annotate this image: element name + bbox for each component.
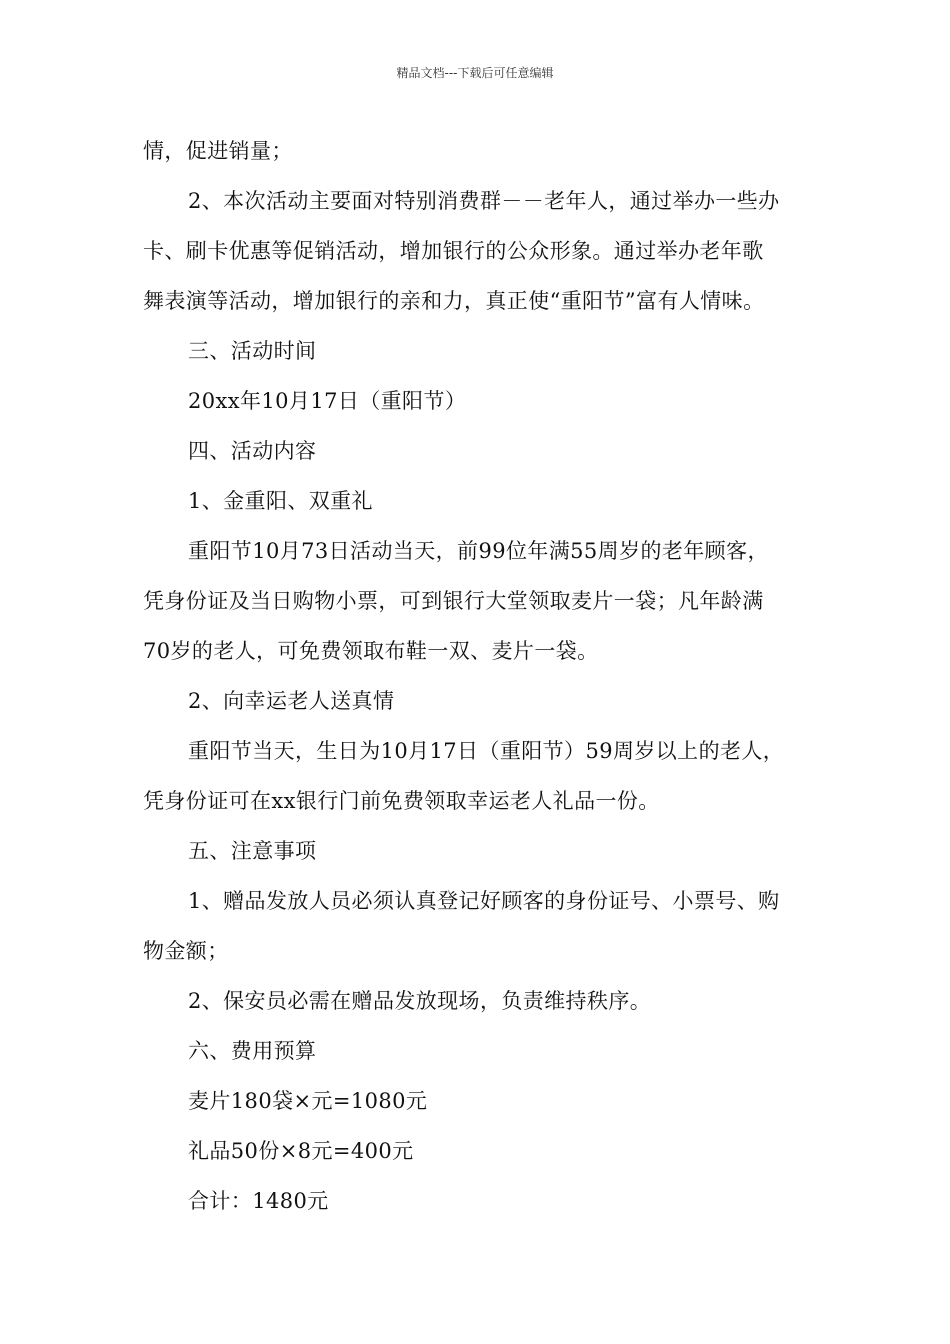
document-body [143, 126, 823, 1226]
body-line: 物金额； [143, 939, 229, 963]
body-line: 舞表演等活动，增加银行的亲和力，真正使“重阳节”富有人情味。 [143, 289, 765, 313]
body-line: 2、保安员必需在赠品发放现场，负责维持秩序。 [188, 989, 652, 1013]
body-line: 1、赠品发放人员必须认真登记好顾客的身份证号、小票号、购 [188, 889, 780, 913]
body-line: 凭身份证及当日购物小票，可到银行大堂领取麦片一袋；凡年龄满 [143, 589, 764, 613]
section-heading: 五、注意事项 [188, 839, 317, 863]
body-line: 2、本次活动主要面对特别消费群－－老年人，通过举办一些办 [188, 189, 780, 213]
body-line: 情，促进销量； [143, 139, 293, 163]
body-line: 凭身份证可在xx银行门前免费领取幸运老人礼品一份。 [143, 789, 660, 813]
section-heading: 四、活动内容 [188, 439, 317, 463]
body-line: 重阳节10月73日活动当天，前99位年满55周岁的老年顾客， [188, 539, 769, 563]
budget-line: 麦片180袋×元=1080元 [188, 1089, 428, 1113]
budget-line: 礼品50份×8元=400元 [188, 1139, 414, 1163]
subsection-heading: 1、金重阳、双重礼 [188, 489, 373, 513]
body-line: 70岁的老人，可免费领取布鞋一双、麦片一袋。 [143, 639, 599, 663]
body-line: 卡、刷卡优惠等促销活动，增加银行的公众形象。通过举办老年歌 [143, 239, 764, 263]
page-header-watermark: 精品文档---下载后可任意编辑 [396, 66, 554, 80]
body-line: 20xx年10月17日（重阳节） [188, 389, 467, 413]
budget-total: 合计：1480元 [188, 1189, 329, 1213]
section-heading: 三、活动时间 [188, 339, 317, 363]
subsection-heading: 2、向幸运老人送真情 [188, 689, 395, 713]
section-heading: 六、费用预算 [188, 1039, 317, 1063]
body-line: 重阳节当天，生日为10月17日（重阳节）59周岁以上的老人， [188, 739, 785, 763]
